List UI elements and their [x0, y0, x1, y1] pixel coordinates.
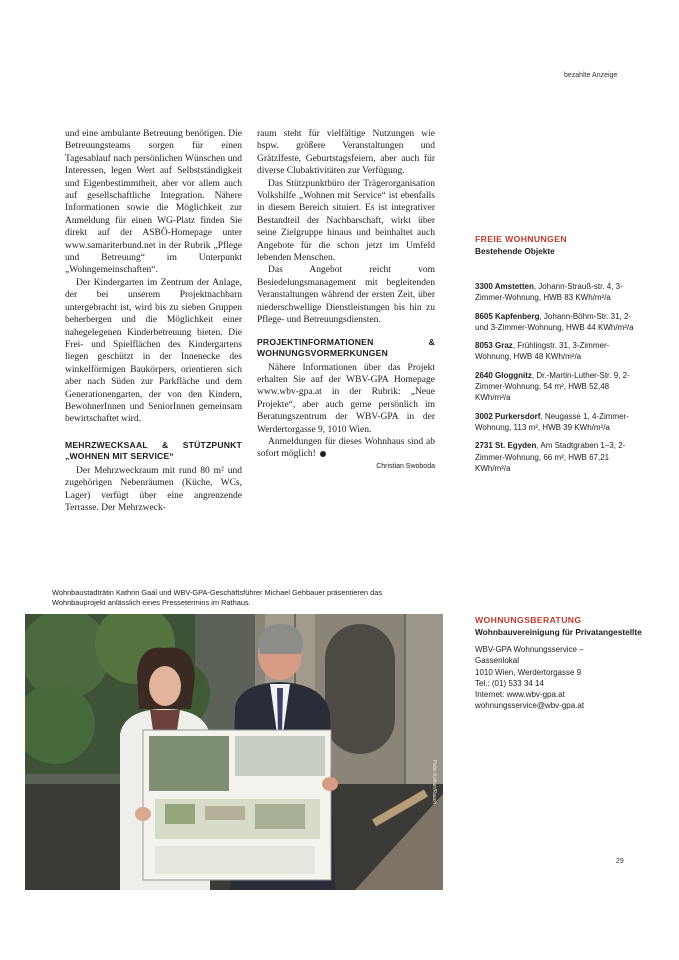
article-paragraph: Der Kindergarten im Zentrum der Anlage, der bei unserem Projektnachbarn untergebracht ist, wird bis zu sieben Gruppen beherbergen und die Möglichkeit einer nahegelegenen Kinderbetreuung bieten. Die Frei- und Spielflächen des Kindergartens liegen geschützt in der Innenecke des winkelförmigen Baukörpers, orientieren sich aber nach Süden zur Parkfläche und dem Generationengarten, der von den Kindern, BewohnerInnen und SeniorInnen gemeinsam bewirtschaftet wird.: [65, 277, 242, 425]
photo-credit: Peter Kufner/Rauch: [431, 760, 437, 804]
press-photo-illustration: [25, 614, 443, 890]
article-column-1: [65, 128, 242, 514]
article-paragraph: [257, 436, 435, 461]
contact-line: Internet: www.wbv-gpa.at: [475, 690, 565, 700]
article-column-2: [257, 128, 435, 470]
apartment-details: , Johann-Böhm-Str. 31, 2- und 3-Zimmer-Wohnung, HWB 44 KWh/m²/a: [475, 311, 634, 332]
article-paragraph: Das Angebot reicht vom Besiedelungsmanagement mit begleitenden Veranstaltungen während der ersten Zeit, über niederschwellige Dienstleistungen bis hin zu Pflege- und Betreuungsdiensten.: [257, 265, 435, 326]
section-heading-mehrzwecksaal: MEHRZWECKSAAL & STÜTZPUNKT „WOHNEN MIT SERVICE“: [65, 439, 242, 461]
free-apartments-subtitle: Bestehende Objekte: [475, 246, 555, 256]
apartment-city: 2640 Gloggnitz: [475, 370, 532, 380]
closing-sentence: Anmeldungen für dieses Wohnhaus sind ab sofort möglich!: [257, 436, 435, 460]
apartment-details: , Johann-Strauß-str. 4, 3-Zimmer-Wohnung, HWB 83 KWh/m²/a: [475, 282, 623, 303]
contact-line: wohnungsservice@wbv-gpa.at: [475, 701, 585, 711]
apartment-details: , Frühlingstr. 31, 3-Zimmer-Wohnung, HWB 48 KWh/m²/a: [475, 341, 610, 362]
apartment-entry: [475, 440, 645, 474]
housing-advice-title: WOHNUNGSBERATUNG: [475, 615, 582, 625]
free-apartments-title: FREIE WOHNUNGEN: [475, 234, 567, 244]
apartment-entry: [475, 311, 645, 334]
apartment-city: 8053 Graz: [475, 341, 513, 351]
contact-line: Tel.: (01) 533 34 14: [475, 678, 544, 688]
paid-ad-label: bezahlte Anzeige: [564, 72, 618, 79]
apartment-entry: [475, 411, 645, 434]
apartment-entry: [475, 340, 645, 363]
apartment-city: 3300 Amstetten: [475, 282, 534, 291]
article-paragraph: Der Mehrzweckraum mit rund 80 m² und zugehörigen Nebenräumen (Küche, WCs, Lager) verfügt über eine angrenzende Terrasse. Der Mehrzweck-: [65, 465, 242, 513]
contact-line: Gassenlokal: [475, 656, 520, 666]
housing-advice-box: [475, 614, 645, 712]
article-paragraph: Nähere Informationen über das Projekt erhalten Sie auf der WBV-GPA Homepage www.wbv-gpa.at in der Rubrik: „Neue Projekte“, aber auch gerne persönlich im Beratungszentrum der WBV-GPA in der Werdertorgasse 9, 1010 Wien.: [257, 362, 435, 435]
press-photo: [25, 614, 443, 890]
apartment-entry: [475, 281, 645, 304]
section-heading-projektinformationen: PROJEKTINFORMATIONEN & WOHNUNGSVORMERKUNGEN: [257, 336, 435, 358]
page-number: 29: [616, 858, 624, 865]
apartment-details: , Am Stadtgraben 1–3, 2-Zimmer-Wohnung, 66 m², HWB 67,21 KWh/m²/a: [475, 441, 626, 473]
apartment-city: 8605 Kapfenberg: [475, 311, 540, 321]
apartment-entry: [475, 370, 645, 404]
photo-caption: Wohnbaustadträtin Kathrin Gaál und WBV-GPA-Geschäftsführer Michael Gehbauer präsentieren das Wohnbauprojekt anlässlich eines Pressetermins im Rathaus.: [52, 588, 383, 608]
housing-advice-subtitle: Wohnbauvereinigung für Privatangestellte: [475, 627, 642, 637]
end-mark-icon: [320, 451, 326, 457]
apartment-details: , Neugasse 1, 4-Zimmer-Wohnung, 113 m², HWB 39 KWh/m²/a: [475, 411, 629, 432]
article-paragraph: raum steht für vielfältige Nutzungen wie bspw. größere Veranstaltungen und Grätzlfeste, Geburtstagsfeiern, aber auch für diverse Clubaktivitäten zur Verfügung.: [257, 129, 435, 177]
contact-line: WBV-GPA Wohnungsservice –: [475, 645, 584, 654]
article-paragraph: Das Stützpunktbüro der Trägerorganisation Volkshilfe „Wohnen mit Service“ ist ebenfalls in diesem Bereich situiert. Es ist integrativer Bestandteil der Nachbarschaft, wirkt über seine Zielgruppe hinaus und beinhaltet auch Angebote für die schon jetzt im Umfeld lebenden Menschen.: [257, 178, 435, 264]
apartment-city: 2731 St. Egyden: [475, 441, 537, 451]
free-apartments-box: [475, 233, 645, 481]
author-signature: Christian Swoboda: [376, 462, 435, 470]
contact-line: 1010 Wien, Werdertorgasse 9: [475, 667, 582, 677]
apartment-details: , Dr.-Martin-Luther-Str. 9, 2-Zimmer-Wohnung, 54 m², HWB 52,48 KWh/m²/a: [475, 370, 630, 403]
apartment-city: 3002 Purkersdorf: [475, 411, 541, 421]
article-paragraph: und eine ambulante Betreuung benötigen. Die Betreuungsteams sorgen für einen Tagesablauf nach persönlichen Wünschen und Interessen, legen Wert auf Selbstständigkeit und Eigenbestimmtheit, aber vor allem auch auf gesellschaftliche Integration. Nähere Informationen sowie die Möglichkeit zur Anmeldung für einen WG-Platz finden Sie direkt auf der ASBÖ-Homepage unter www.samariterbund.net in der Rubrik „Pflege und Betreuung“ im Unterpunkt „Wohngemeinschaften“.: [65, 129, 242, 276]
